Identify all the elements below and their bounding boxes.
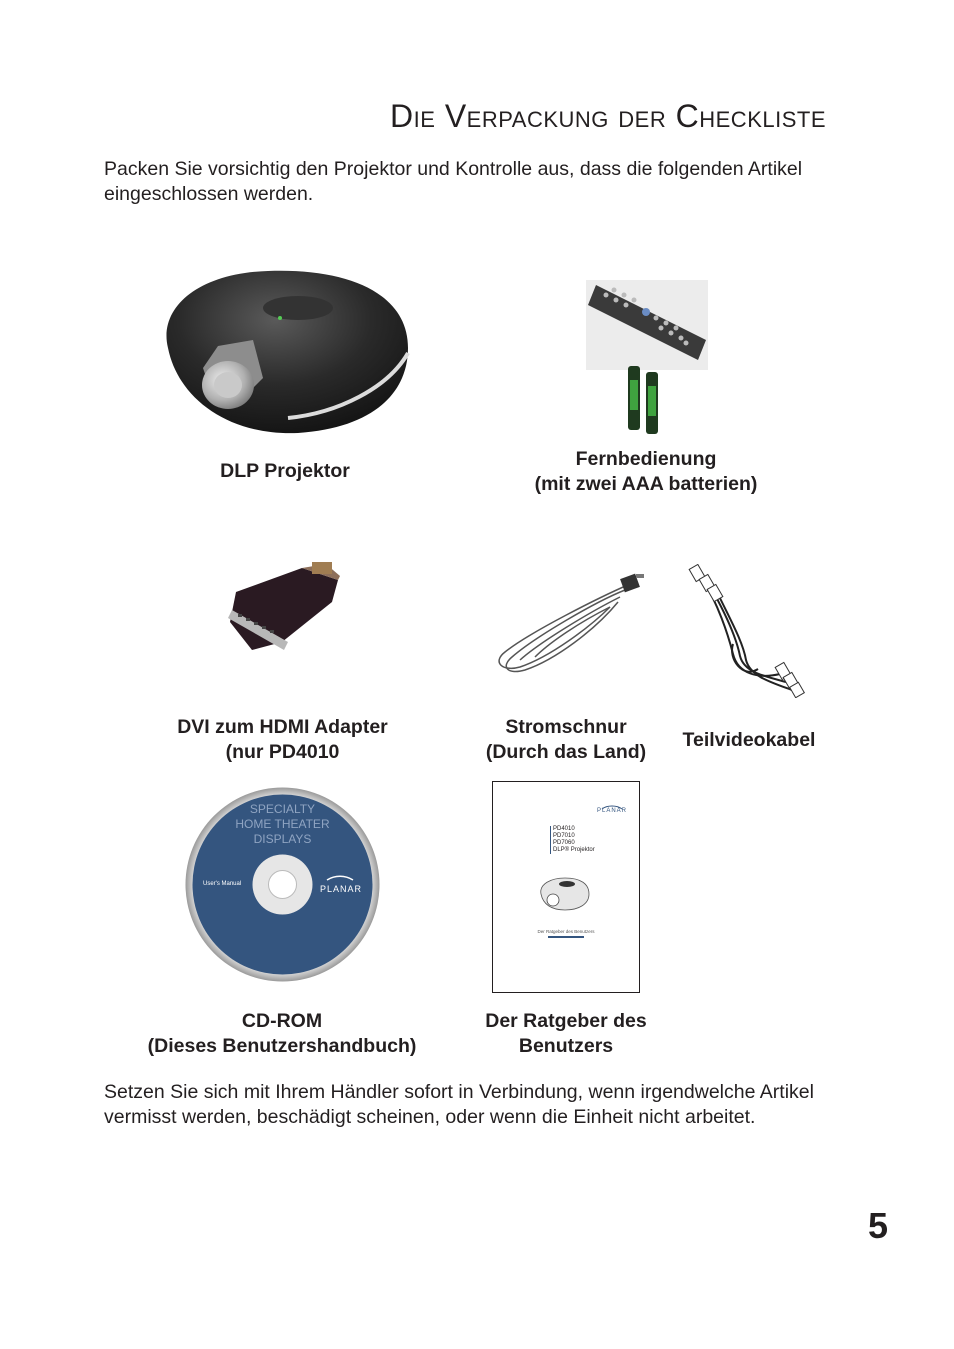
power-cord-caption xyxy=(476,715,656,765)
cd-rom-caption xyxy=(132,1009,432,1059)
dvi-hdmi-adapter-image xyxy=(222,562,342,654)
user-guide-caption xyxy=(470,1009,662,1059)
guide-model-3: PD7060 xyxy=(553,840,575,846)
remote-caption xyxy=(516,447,776,497)
cd-label-line1: SPECIALTY xyxy=(249,802,316,816)
projector-image xyxy=(158,268,414,438)
power-cord-caption-line1: Stromschnur xyxy=(505,716,627,738)
power-cord-image xyxy=(490,572,645,676)
power-cord-caption-line2: (Durch das Land) xyxy=(485,741,647,763)
user-guide-caption-line1: Der Ratgeber des xyxy=(485,1010,647,1032)
cd-rom-caption-line2: (Dieses Benutzershandbuch) xyxy=(147,1035,417,1057)
adapter-caption-line2: (nur PD4010 xyxy=(225,741,340,763)
guide-brand: PLANAR xyxy=(596,808,627,814)
projector-caption: DLP Projektor xyxy=(220,460,350,482)
closing-paragraph: Setzen Sie sich mit Ihrem Händler sofort in Verbindung, wenn irgendwelche Artikel vermisst werden, beschädigt scheinen, oder wenn die Einheit nicht arbeitet. xyxy=(104,1081,814,1128)
guide-footer: Der Ratgeber des Benutzers xyxy=(537,929,595,934)
adapter-caption-line1: DVI zum HDMI Adapter xyxy=(177,716,388,738)
remote-caption-line2: (mit zwei AAA batterien) xyxy=(534,473,758,495)
component-video-cable-image xyxy=(688,564,810,698)
guide-product: DLP® Projektor xyxy=(553,847,595,853)
adapter-caption xyxy=(160,715,405,765)
guide-model-1: PD4010 xyxy=(553,826,575,832)
remote-caption-line1: Fernbedienung xyxy=(575,448,717,470)
intro-paragraph: Packen Sie vorsichtig den Projektor und Kontrolle aus, dass die folgenden Artikel eingeschlossen werden. xyxy=(104,158,803,205)
cd-brand-label: PLANAR xyxy=(320,884,363,894)
video-cable-caption: Teilvideokabel xyxy=(682,729,816,751)
page-number: 5 xyxy=(867,1205,888,1246)
cd-label-line2: HOME THEATER xyxy=(235,817,330,831)
page-title: Die Verpackung der Checkliste xyxy=(390,98,826,134)
cd-manual-label: User's Manual xyxy=(203,881,242,887)
guide-model-2: PD7010 xyxy=(553,833,575,839)
remote-control-image xyxy=(586,280,708,435)
user-guide-caption-line2: Benutzers xyxy=(518,1035,614,1057)
cd-rom-caption-line1: CD-ROM xyxy=(241,1010,323,1032)
cd-rom-image xyxy=(185,787,380,982)
user-guide-image xyxy=(492,781,640,993)
cd-label-line3: DISPLAYS xyxy=(253,832,312,846)
